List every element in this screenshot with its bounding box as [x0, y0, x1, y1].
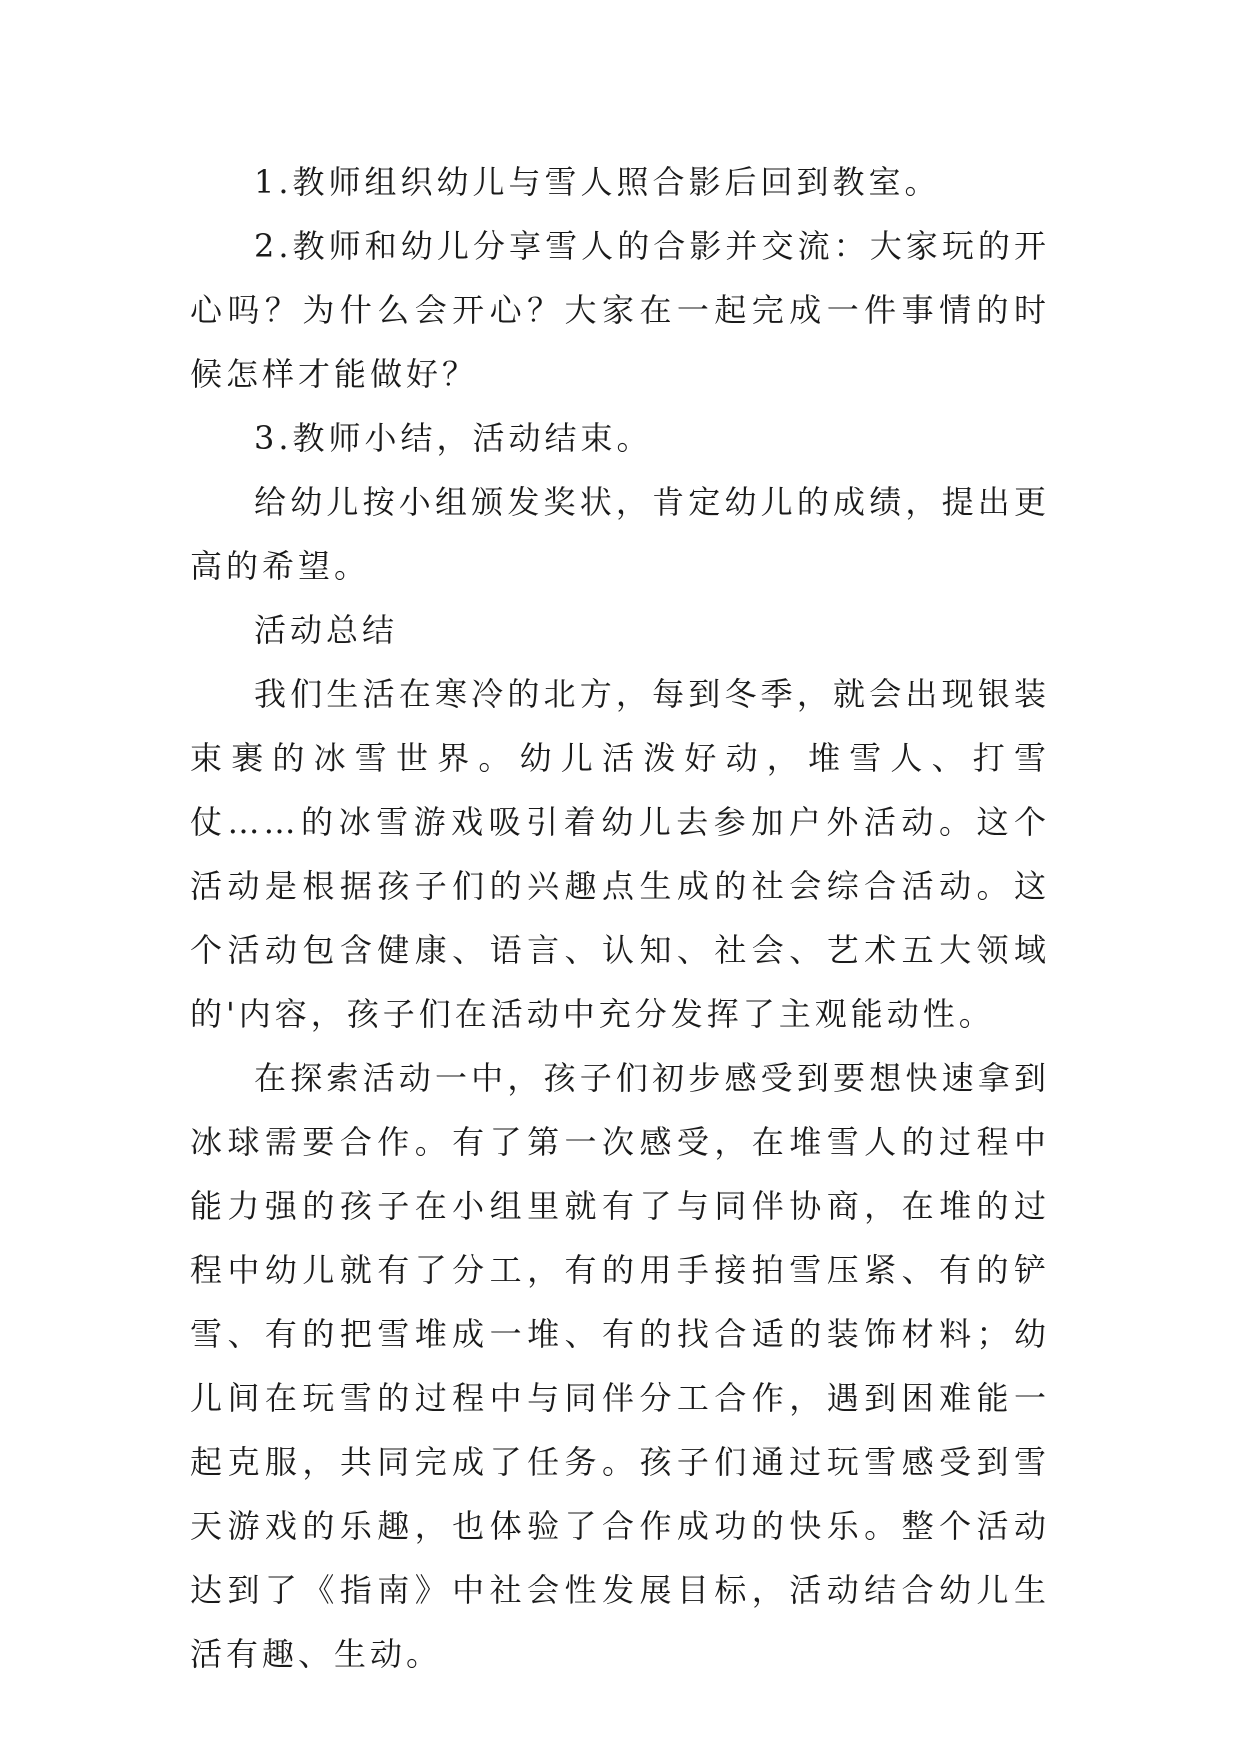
paragraph-step-2: 2.教师和幼儿分享雪人的合影并交流：大家玩的开心吗？为什么会开心？大家在一起完成一件事情的时候怎样才能做好？	[190, 227, 1050, 393]
paragraph-summary-1: 我们生活在寒冷的北方，每到冬季，就会出现银装束裹的冰雪世界。幼儿活泼好动，堆雪人、打雪仗……的冰雪游戏吸引着幼儿去参加户外活动。这个活动是根据孩子们的兴趣点生成的社会综合活动。这个活动包含健康、语言、认知、社会、艺术五大领域的'内容，孩子们在活动中充分发挥了主观能动性。	[190, 675, 1050, 1033]
document-body	[190, 150, 1050, 1686]
paragraph-step-1: 1.教师组织幼儿与雪人照合影后回到教室。	[254, 163, 941, 201]
paragraph-awards: 给幼儿按小组颁发奖状，肯定幼儿的成绩，提出更高的希望。	[190, 483, 1050, 585]
section-heading-summary: 活动总结	[254, 611, 399, 649]
paragraph-step-3: 3.教师小结，活动结束。	[254, 419, 653, 457]
paragraph-summary-2: 在探索活动一中，孩子们初步感受到要想快速拿到冰球需要合作。有了第一次感受，在堆雪人的过程中能力强的孩子在小组里就有了与同伴协商，在堆的过程中幼儿就有了分工，有的用手接拍雪压紧、有的铲雪、有的把雪堆成一堆、有的找合适的装饰材料；幼儿间在玩雪的过程中与同伴分工合作，遇到困难能一起克服，共同完成了任务。孩子们通过玩雪感受到雪天游戏的乐趣，也体验了合作成功的快乐。整个活动达到了《指南》中社会性发展目标，活动结合幼儿生活有趣、生动。	[190, 1059, 1050, 1673]
